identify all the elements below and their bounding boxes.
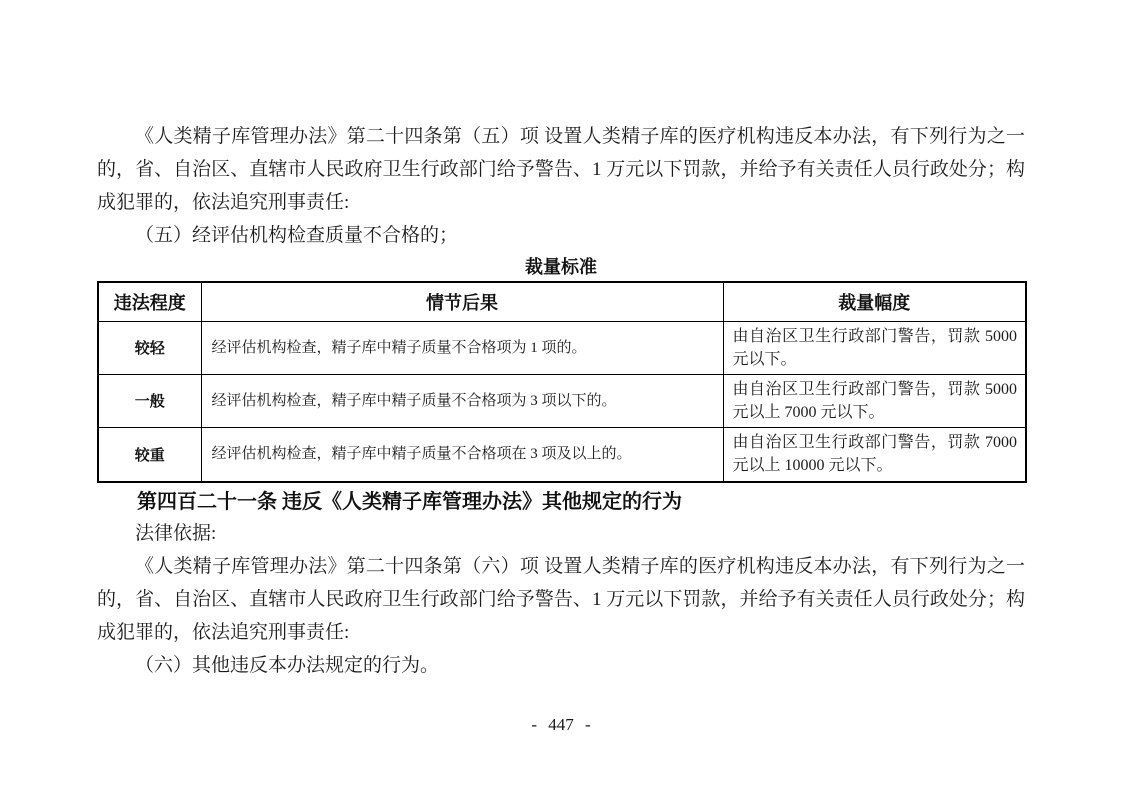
cell-circumstance: 经评估机构检查，精子库中精子质量不合格项在 3 项及以上的。 <box>201 427 723 482</box>
page-number: - 447 - <box>531 715 591 734</box>
column-header-discretion-range: 裁量幅度 <box>723 282 1026 321</box>
cell-discretion-range: 由自治区卫生行政部门警告，罚款 7000 元以上 10000 元以下。 <box>723 427 1026 482</box>
cell-degree: 较轻 <box>98 321 201 374</box>
column-header-circumstance: 情节后果 <box>201 282 723 321</box>
cell-degree: 较重 <box>98 427 201 482</box>
table-row <box>98 374 1026 427</box>
cell-discretion-range: 由自治区卫生行政部门警告，罚款 5000 元以上 7000 元以下。 <box>723 374 1026 427</box>
legal-basis-label: 法律依据: <box>135 523 217 544</box>
cell-circumstance: 经评估机构检查，精子库中精子质量不合格项为 3 项以下的。 <box>201 374 723 427</box>
table-row <box>98 427 1026 482</box>
article-421-heading: 第四百二十一条 违反《人类精子库管理办法》其他规定的行为 <box>137 491 682 513</box>
cell-degree: 一般 <box>98 374 201 427</box>
table-title: 裁量标准 <box>525 257 597 277</box>
item-six-text: （六）其他违反本办法规定的行为。 <box>135 655 440 676</box>
table-row <box>98 321 1026 374</box>
page-content <box>97 120 1025 682</box>
cell-discretion-range: 由自治区卫生行政部门警告，罚款 5000 元以下。 <box>723 321 1026 374</box>
table-header-row <box>98 282 1026 321</box>
discretion-standards-table <box>97 281 1027 483</box>
paragraph-legal-basis-article-24-item-6: 《人类精子库管理办法》第二十四条第（六）项 设置人类精子库的医疗机构违反本办法，有下列行为之一的，省、自治区、直辖市人民政府卫生行政部门给予警告、1 万元以下罚款，并给予有关责任人员行政处分；构成犯罪的，依法追究刑事责任: <box>97 556 1025 643</box>
cell-circumstance: 经评估机构检查，精子库中精子质量不合格项为 1 项的。 <box>201 321 723 374</box>
paragraph-legal-basis-article-24-item-5: 《人类精子库管理办法》第二十四条第（五）项 设置人类精子库的医疗机构违反本办法，有下列行为之一的，省、自治区、直辖市人民政府卫生行政部门给予警告、1 万元以下罚款，并给予有关责任人员行政处分；构成犯罪的，依法追究刑事责任: <box>97 126 1025 213</box>
column-header-violation-degree: 违法程度 <box>98 282 201 321</box>
item-five-text: （五）经评估机构检查质量不合格的； <box>135 225 459 246</box>
